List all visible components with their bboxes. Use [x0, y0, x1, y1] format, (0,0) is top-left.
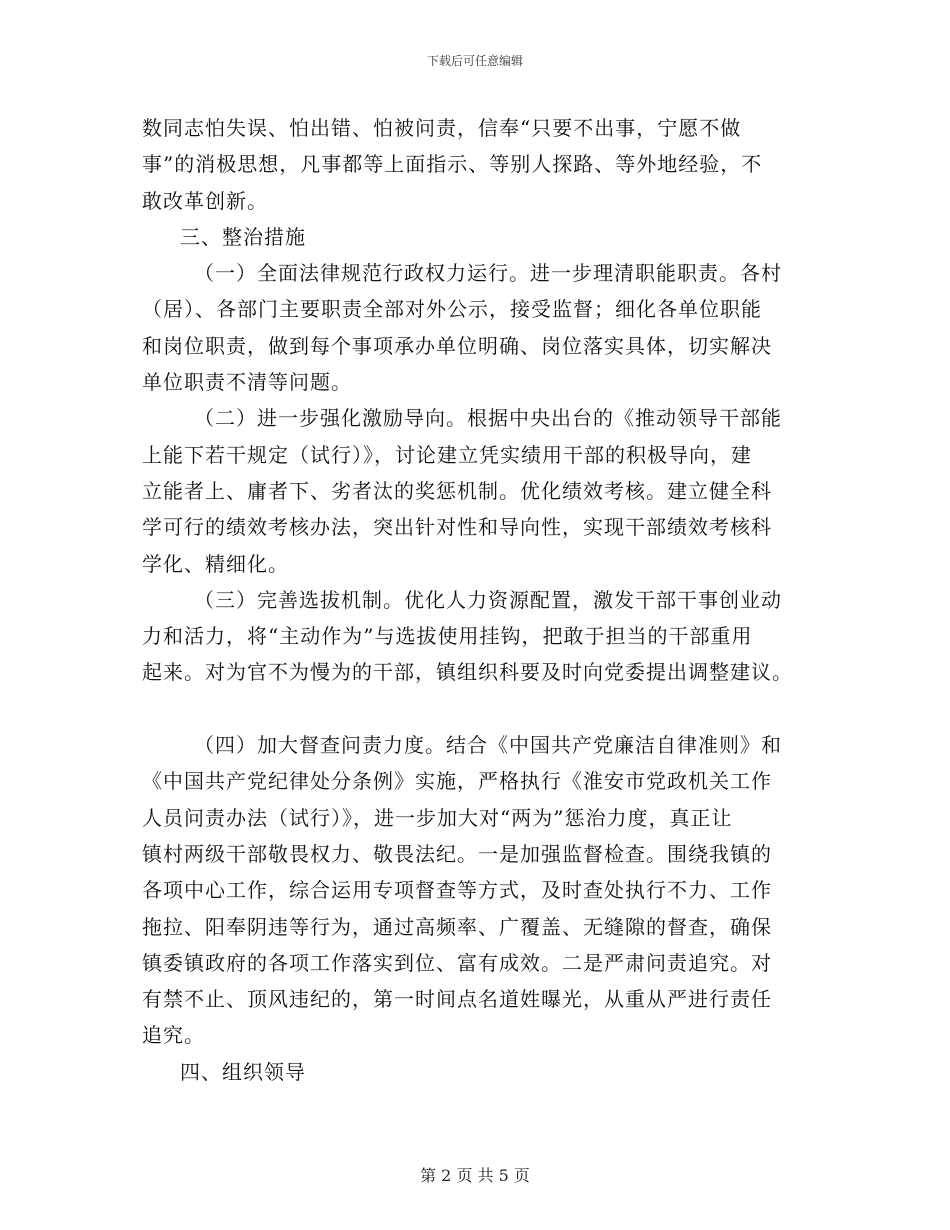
- text-line: 敢改革创新。: [142, 188, 268, 213]
- text-line: （居）、各部门主要职责全部对外公示，接受监督；细化各单位职能: [142, 297, 762, 322]
- text-line: 学可行的绩效考核办法，突出针对性和导向性，实现干部绩效考核科: [142, 515, 772, 540]
- page-header: 下载后可任意编辑: [426, 54, 523, 68]
- text-line: 数同志怕失误、怕出错、怕被问责，信奉“只要不出事，宁愿不做: [142, 116, 742, 140]
- text-line: 镇委镇政府的各项工作落实到位、富有成效。二是严肃问责追究。对: [142, 950, 772, 975]
- text-line: 人员问责办法（试行）》，进一步加大对“两为”惩治力度，真正让: [142, 805, 733, 830]
- section-heading: 三、整治措施: [180, 224, 306, 249]
- text-line: 上能下若干规定（试行）》，讨论建立凭实绩用干部的积极导向，建: [142, 442, 752, 467]
- document-body: [142, 110, 802, 1090]
- paragraph-start: （一）全面法律规范行政权力运行。进一步理清职能职责。各村: [194, 261, 782, 286]
- text-line: 有禁不止、顶风违纪的，第一时间点名道姓曝光，从重从严进行责任: [142, 987, 772, 1012]
- text-line: 事”的消极思想，凡事都等上面指示、等别人探路、等外地经验，不: [142, 152, 763, 177]
- text-line: 《中国共产党纪律处分条例》实施，严格执行《淮安市党政机关工作: [142, 769, 772, 794]
- text-line: 各项中心工作，综合运用专项督查等方式，及时查处执行不力、工作: [142, 878, 772, 903]
- text-line: 拖拉、阳奉阴违等行为，通过高频率、广覆盖、无缝隙的督查，确保: [142, 914, 772, 939]
- paragraph-start: （二）进一步强化激励导向。根据中央出台的《推动领导干部能: [194, 406, 782, 431]
- text-line: 力和活力，将“主动作为”与选拔使用挂钩，把敢于担当的干部重用: [142, 624, 753, 649]
- section-heading: 四、组织领导: [180, 1059, 306, 1084]
- text-line: 追究。: [142, 1023, 205, 1048]
- paragraph-start: （四）加大督查问责力度。结合《中国共产党廉洁自律准则》和: [194, 733, 782, 758]
- paragraph-start: （三）完善选拔机制。优化人力资源配置，激发干部干事创业动: [194, 587, 782, 612]
- text-line: 单位职责不清等问题。: [142, 370, 352, 395]
- text-line: 起来。对为官不为慢为的干部，镇组织科要及时向党委提出调整建议。: [142, 660, 793, 685]
- paragraph-gap: [142, 691, 802, 727]
- text-line: 镇村两级干部敬畏权力、敬畏法纪。一是加强监督检查。围绕我镇的: [142, 841, 772, 866]
- text-line: 和岗位职责，做到每个事项承办单位明确、岗位落实具体，切实解决: [142, 333, 772, 358]
- text-line: 立能者上、庸者下、劣者汰的奖惩机制。优化绩效考核。建立健全科: [142, 478, 772, 503]
- text-line: 学化、精细化。: [142, 551, 289, 576]
- page-footer: 第 2 页 共 5 页: [420, 1166, 530, 1185]
